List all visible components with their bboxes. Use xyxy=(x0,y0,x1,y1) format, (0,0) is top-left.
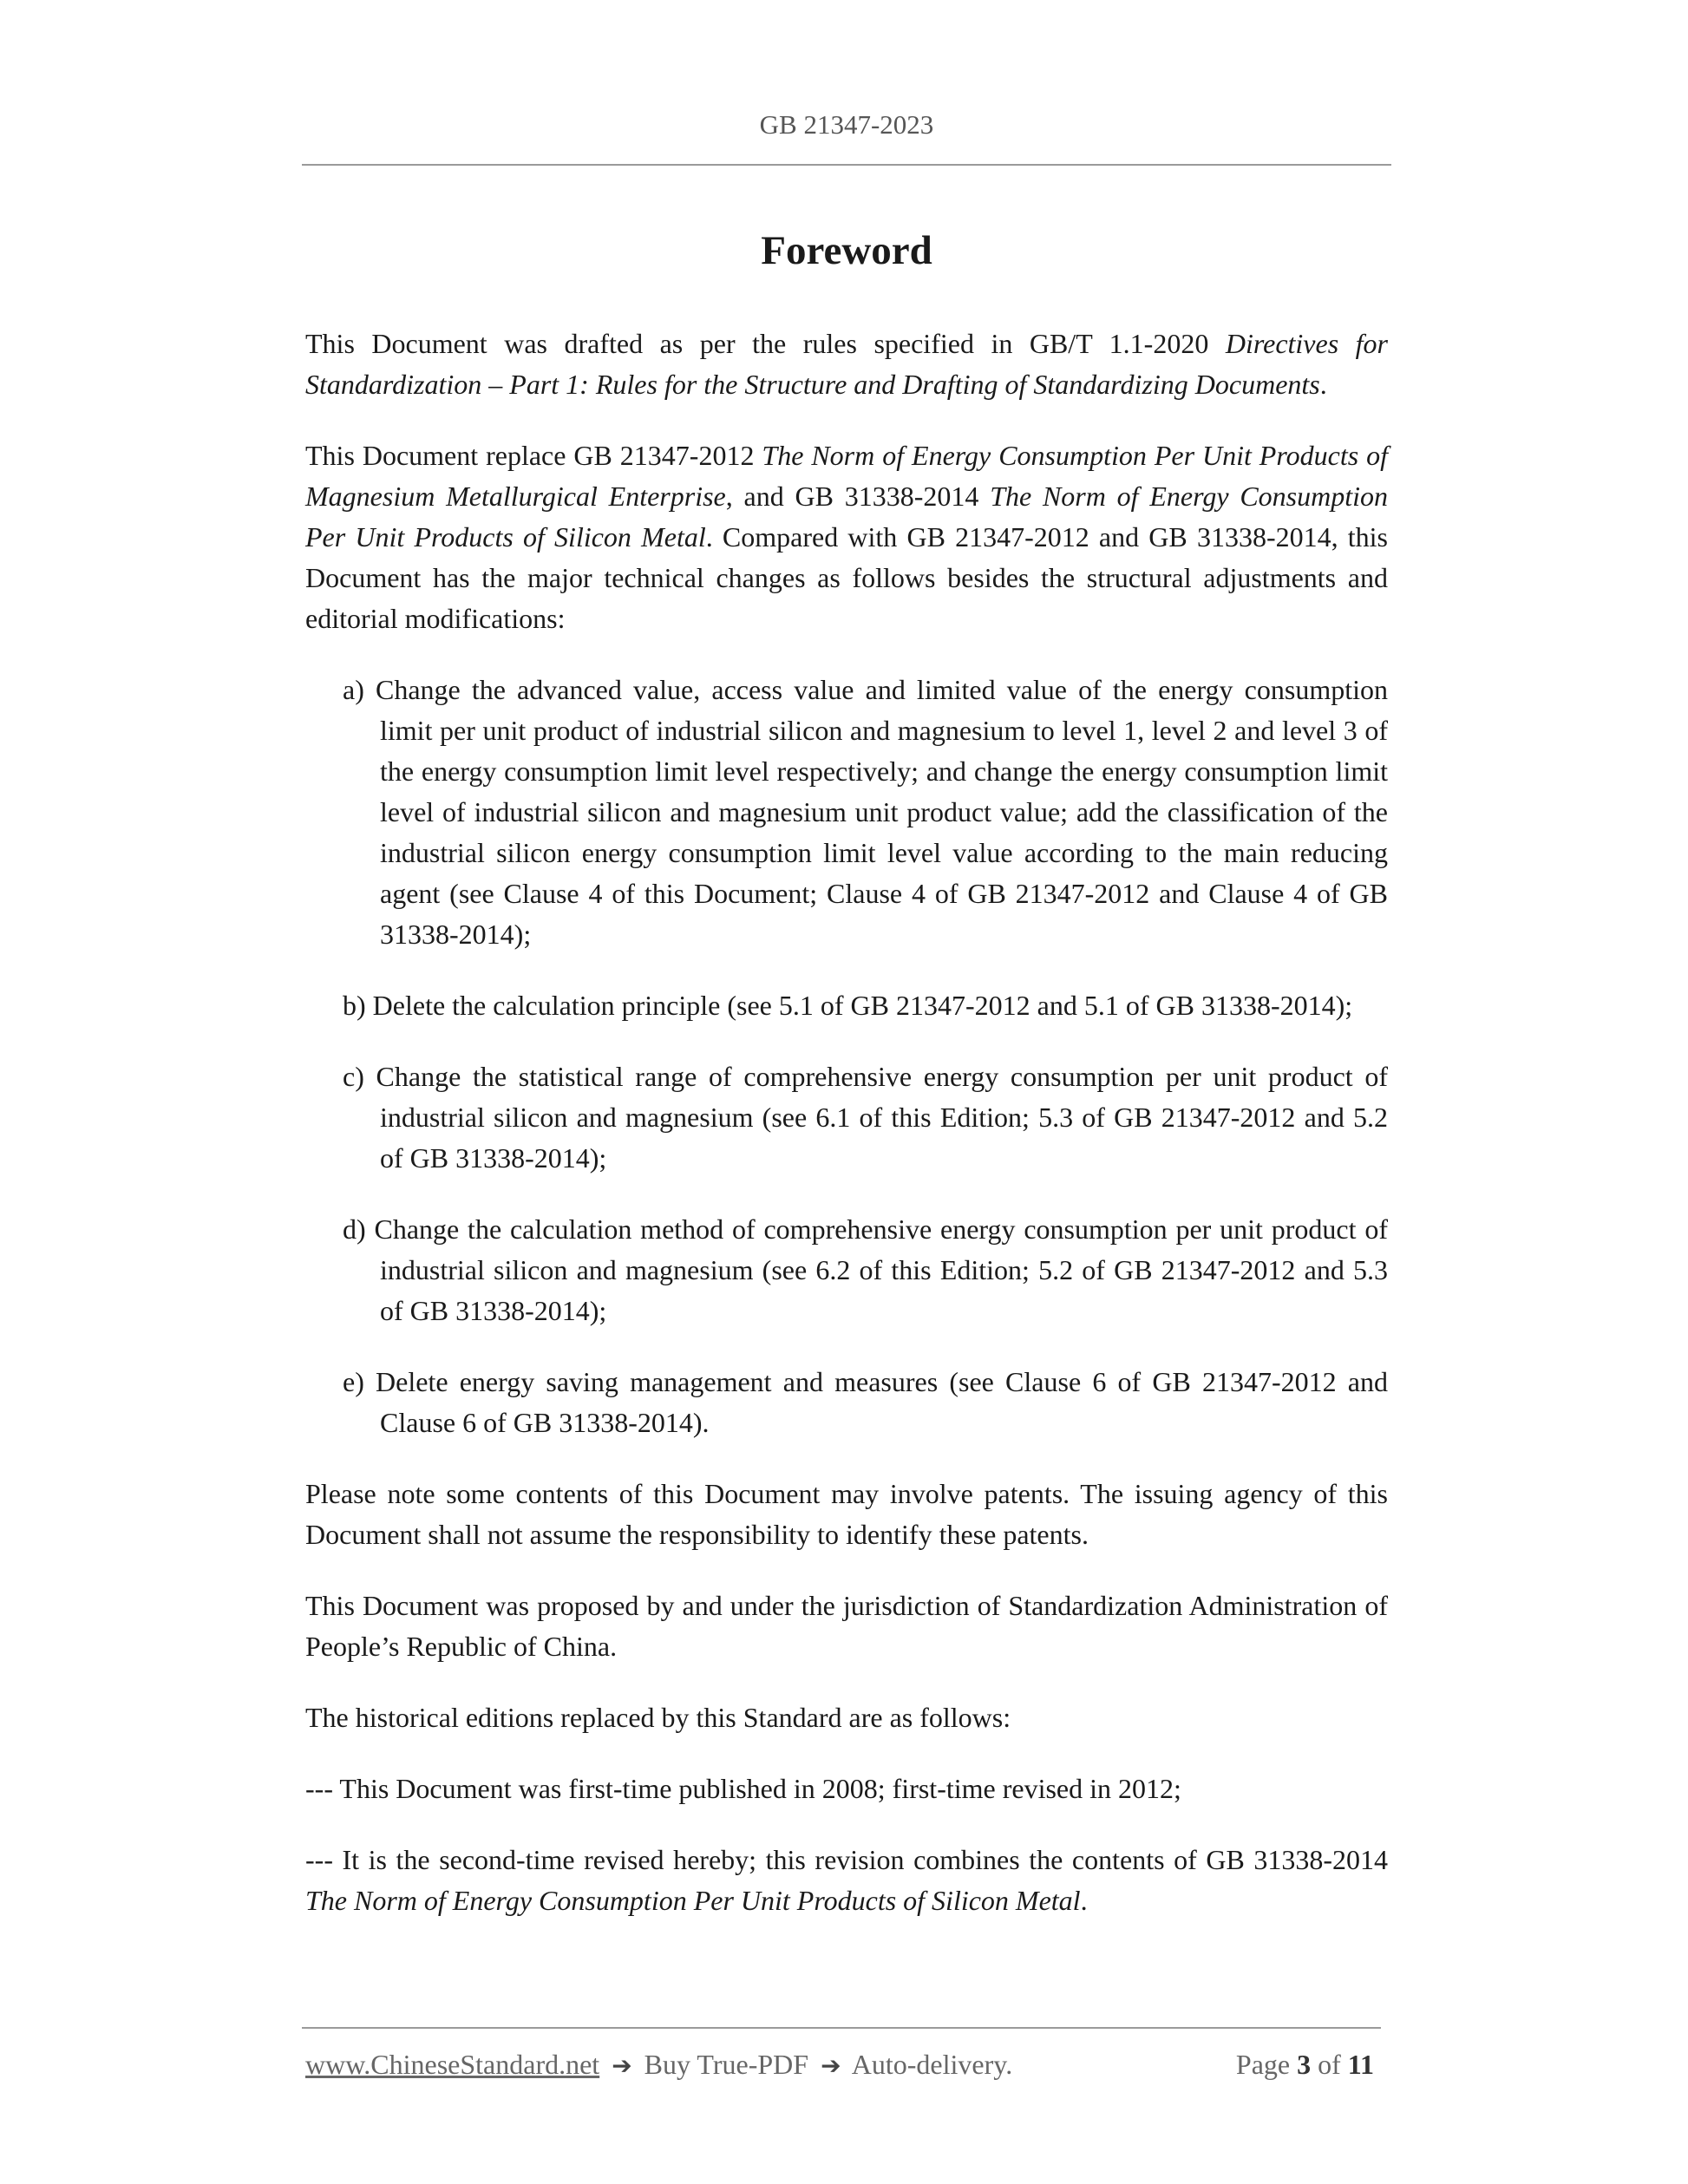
change-item-d: d) Change the calculation method of comprehensive energy consumption per unit product of industrial silicon and magnesium (see 6.2 of this Edition; 5.2 of GB 21347-2012 and 5.3 of GB 31338-2014); xyxy=(343,1213,1388,1326)
change-item-c: c) Change the statistical range of comprehensive energy consumption per unit product of industrial silicon and magnesium (see 6.1 of this Edition; 5.3 of GB 21347-2012 and 5.2 of GB 31338-2014); xyxy=(343,1061,1388,1174)
header-divider xyxy=(302,164,1391,166)
current-page-number: 3 xyxy=(1297,2049,1312,2080)
page-indicator xyxy=(1236,2049,1374,2081)
right-arrow-icon: ➔ xyxy=(821,2051,841,2080)
paragraph-replacement: This Document replace GB 21347-2012 The Norm of Energy Consumption Per Unit Products of Magnesium Metallurgical Enterprise, and GB 31338-2014 The Norm of Energy Consumption Per Unit Products of Silicon Metal. Compared with GB 21347-2012 and GB 31338-2014, this Document has the major technical changes as follows besides the structural adjustments and editorial modifications: xyxy=(305,440,1389,634)
cited-title: The Norm of Energy Consumption Per Unit Products of Silicon Metal xyxy=(305,481,1389,553)
delivery-text: Auto-delivery. xyxy=(851,2049,1013,2080)
footer-links xyxy=(305,2049,1012,2081)
paragraph-historical-editions: The historical editions replaced by this Standard are as follows: xyxy=(305,1702,1011,1733)
cited-title: The Norm of Energy Consumption Per Unit Products of Magnesium Metallurgical Enterprise xyxy=(305,440,1389,512)
page-title: Foreword xyxy=(761,228,932,273)
paragraph-edition-history-1: --- This Document was first-time published in 2008; first-time revised in 2012; xyxy=(305,1773,1181,1804)
running-header: GB 21347-2023 xyxy=(759,109,934,140)
change-item-e: e) Delete energy saving management and measures (see Clause 6 of GB 21347-2012 and Clause 6 of GB 31338-2014). xyxy=(343,1366,1388,1438)
paragraph-patents: Please note some contents of this Document may involve patents. The issuing agency of this Document shall not assume the responsibility to identify these patents. xyxy=(305,1478,1388,1550)
total-page-count: 11 xyxy=(1347,2049,1374,2080)
footer-divider xyxy=(302,2027,1381,2029)
cited-title: The Norm of Energy Consumption Per Unit Products of Silicon Metal xyxy=(305,1885,1081,1916)
change-item-a: a) Change the advanced value, access value and limited value of the energy consumption limit per unit product of industrial silicon and magnesium to level 1, level 2 and level 3 of the energy consumption limit level respectively; and change the energy consumption limit level of industrial silicon and magnesium unit product value; add the classification of the industrial silicon energy consumption limit level value according to the main reducing agent (see Clause 4 of this Document; Clause 4 of GB 21347-2012 and Clause 4 of GB 31338-2014); xyxy=(343,674,1388,950)
page-label: Page xyxy=(1235,2049,1291,2080)
paragraph-jurisdiction: This Document was proposed by and under the jurisdiction of Standardization Administration of People’s Republic of China. xyxy=(305,1590,1388,1662)
of-label: of xyxy=(1318,2049,1341,2080)
right-arrow-icon: ➔ xyxy=(612,2051,632,2080)
change-item-b: b) Delete the calculation principle (see 5.1 of GB 21347-2012 and 5.1 of GB 31338-2014); xyxy=(343,990,1353,1021)
paragraph-drafting-rules: This Document was drafted as per the rules specified in GB/T 1.1-2020 Directives for Standardization – Part 1: Rules for the Structure and Drafting of Standardizing Documents. xyxy=(305,328,1389,400)
buy-text: Buy True-PDF xyxy=(644,2049,809,2080)
paragraph-edition-history-2: --- It is the second-time revised hereby; this revision combines the contents of GB 31338-2014 The Norm of Energy Consumption Per Unit Products of Silicon Metal. xyxy=(305,1844,1388,1916)
cited-title: Directives for Standardization – Part 1: Rules for the Structure and Drafting of Standardizing Documents xyxy=(305,328,1389,400)
website-link[interactable]: www.ChineseStandard.net xyxy=(305,2049,600,2080)
document-body xyxy=(305,324,1388,1952)
